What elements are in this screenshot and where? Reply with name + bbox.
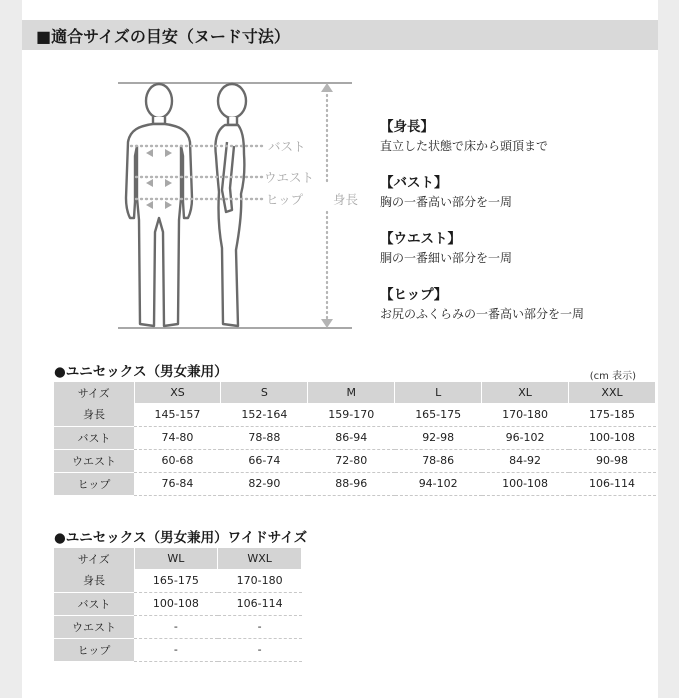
table-row: ウエスト 60-68 66-74 72-80 78-86 84-92 90-98	[54, 449, 656, 472]
table-row: 身長 145-157 152-164 159-170 165-175 170-180 175-185	[54, 403, 656, 426]
header-l: L	[395, 382, 482, 403]
bust-label: バスト	[268, 139, 306, 154]
section-header	[22, 20, 658, 50]
header-size: サイズ	[54, 548, 134, 569]
header-xxl: XXL	[569, 382, 656, 403]
table-header-row	[54, 382, 656, 403]
table-row: バスト 74-80 78-88 86-94 92-98 96-102 100-108	[54, 426, 656, 449]
unit-note: (cm 表示)	[589, 371, 636, 382]
table-header-row	[54, 548, 302, 569]
table-row: ヒップ 76-84 82-90 88-96 94-102 100-108 106-114	[54, 472, 656, 495]
definition-hip: 【ヒップ】 お尻のふくらみの一番高い部分を一周	[380, 287, 585, 321]
table-row: 身長 165-175 170-180	[54, 569, 302, 592]
front-figure-icon	[126, 84, 192, 326]
unisex-table-title: ●ユニセックス（男女兼用）	[54, 364, 228, 380]
definition-waist: 【ウエスト】 胴の一番細い部分を一周	[380, 231, 513, 265]
header-size: サイズ	[54, 382, 134, 403]
header-wl: WL	[134, 548, 218, 569]
header-xl: XL	[482, 382, 569, 403]
side-figure-icon	[215, 84, 246, 326]
unisex-size-table	[54, 382, 656, 496]
table-row: バスト 100-108 106-114	[54, 592, 302, 615]
header-m: M	[308, 382, 395, 403]
section-header-title: ■適合サイズの目安（ヌード寸法）	[36, 26, 290, 46]
size-guide-page	[22, 0, 658, 698]
waist-label: ウエスト	[264, 170, 315, 185]
hip-label: ヒップ	[266, 192, 304, 207]
header-xs: XS	[134, 382, 221, 403]
measurement-definitions	[380, 118, 650, 342]
table-row: ヒップ - -	[54, 638, 302, 661]
header-s: S	[221, 382, 308, 403]
definition-height: 【身長】 直立した状態で床から頭頂まで	[380, 119, 549, 153]
body-measurement-figure	[22, 70, 402, 340]
definition-bust: 【バスト】 胸の一番高い部分を一周	[380, 175, 513, 209]
wide-table-title: ●ユニセックス（男女兼用）ワイドサイズ	[54, 530, 308, 546]
table-row: ウエスト - -	[54, 615, 302, 638]
wide-size-table	[54, 548, 302, 662]
header-wxl: WXL	[218, 548, 302, 569]
height-label: 身長	[333, 192, 359, 207]
